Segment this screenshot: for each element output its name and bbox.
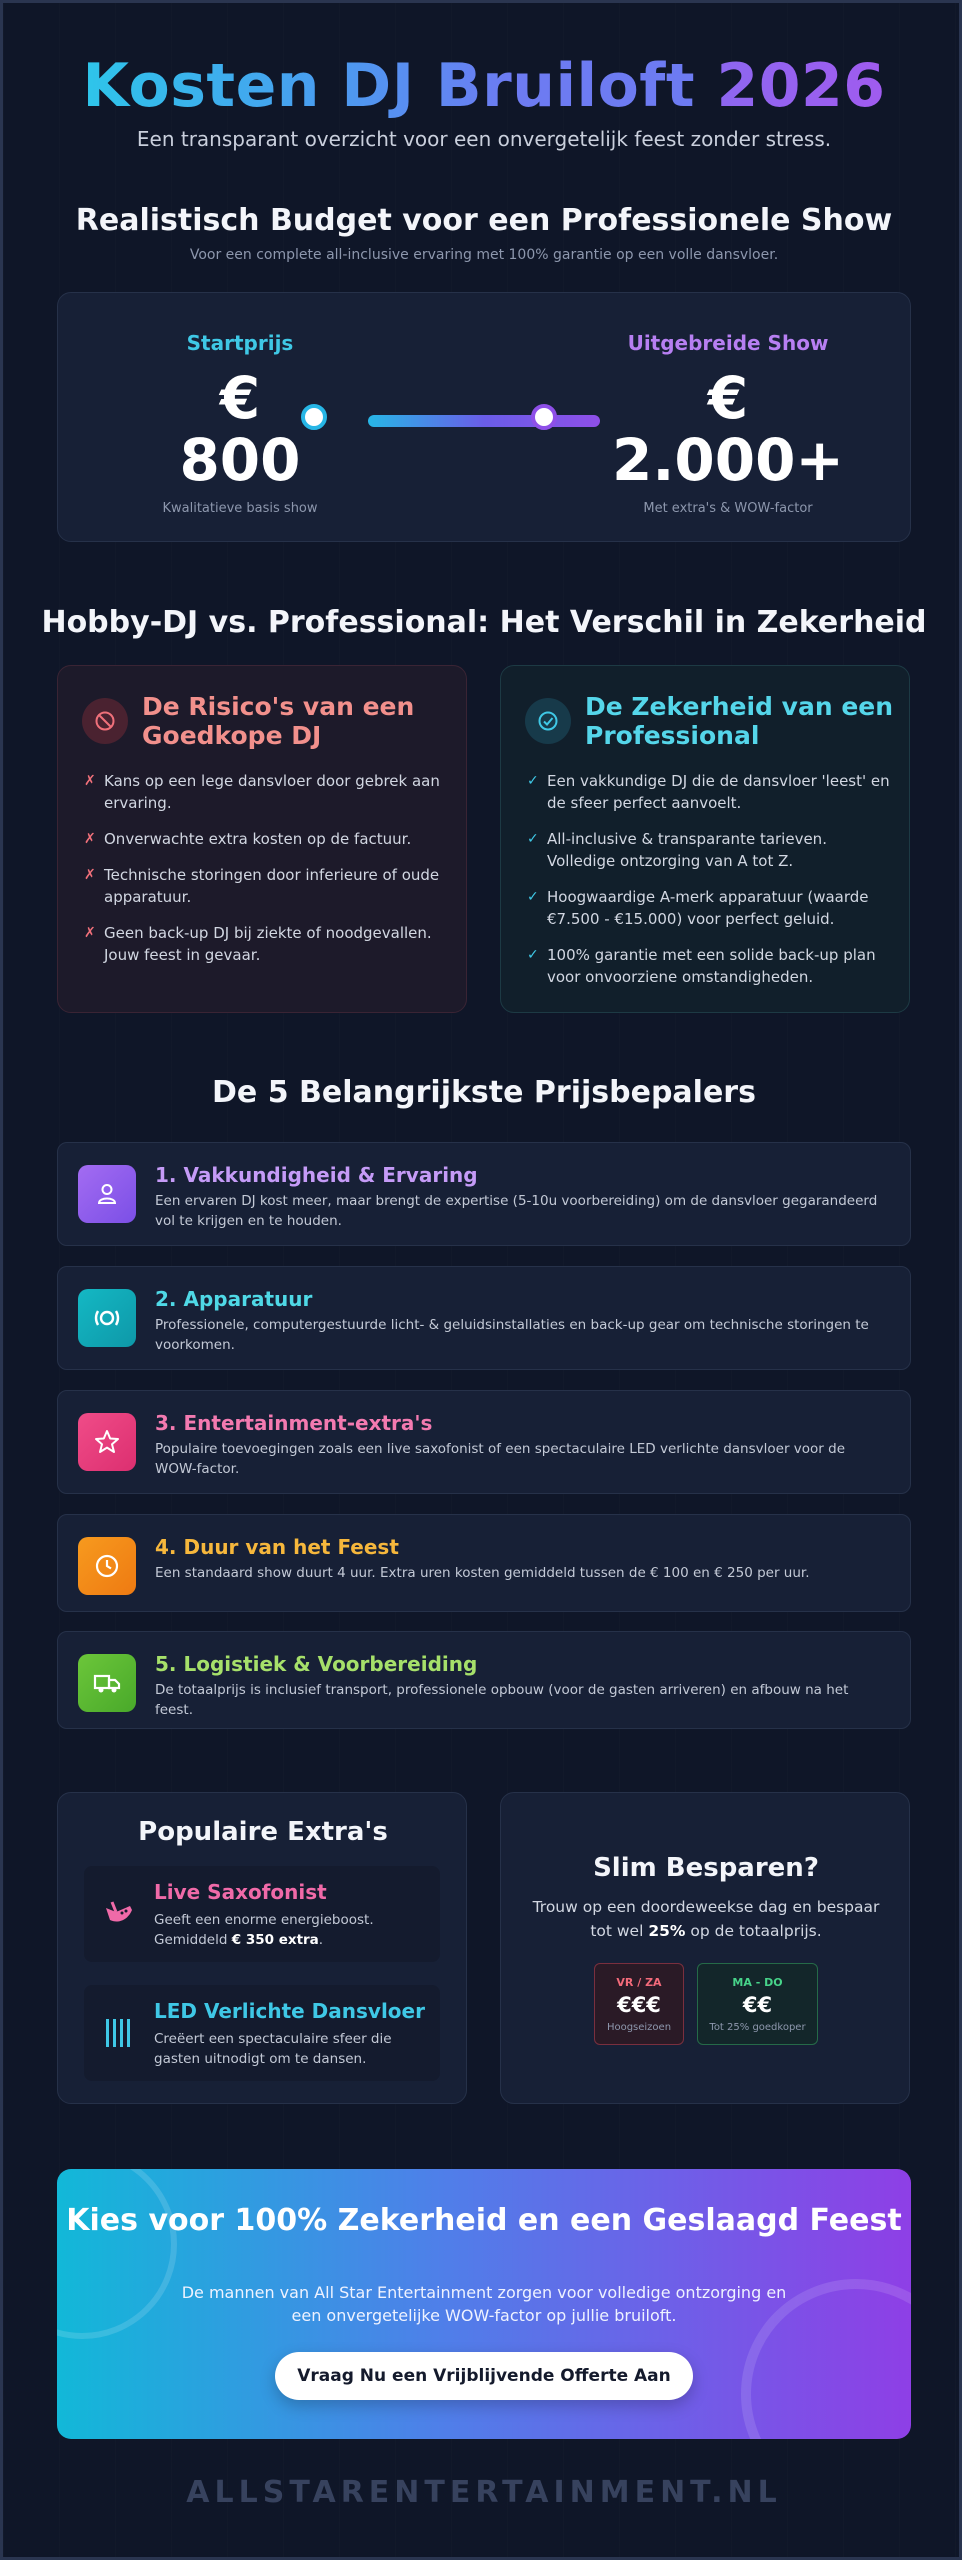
extra-desc-suffix: . (318, 1932, 324, 1948)
cta-title: Kies voor 100% Zekerheid en een Geslaagd Feest (66, 2203, 902, 2238)
saxophone-icon (100, 1894, 140, 1934)
list-item-text: 100% garantie met een solide back-up plan voor onvoorziene omstandigheden. (547, 946, 876, 986)
cross-icon: ✗ (84, 867, 96, 883)
decor-circle (57, 2169, 177, 2339)
factors-heading: De 5 Belangrijkste Prijsbepalers (212, 1075, 756, 1110)
extra-desc-line (154, 1930, 424, 1950)
list-item (527, 828, 897, 872)
budget-subheading: Voor een complete all-inclusive ervaring met 100% garantie op een volle dansvloer. (189, 247, 779, 263)
cross-icon: ✗ (84, 925, 96, 941)
factor-card (57, 1631, 911, 1729)
check-icon: ✓ (527, 889, 539, 905)
cta-banner (57, 2169, 911, 2439)
factor-card (57, 1266, 911, 1370)
factor-card (57, 1514, 911, 1612)
budget-start (110, 331, 370, 516)
star-icon (78, 1413, 136, 1471)
weekday-label: MA - DO (732, 1976, 783, 1989)
factor-desc: Professionele, computergestuurde licht- & geluidsinstallaties en back-up gear om technische storingen te voorkomen. (155, 1317, 869, 1353)
check-icon: ✓ (527, 773, 539, 789)
range-knob-start (301, 404, 327, 430)
start-price (110, 364, 370, 494)
risk-list (84, 770, 454, 980)
budget-extended (598, 331, 858, 516)
factor-desc: Populaire toevoegingen zoals een live saxofonist of een spectaculaire LED verlichte dansvloer voor de WOW-factor. (155, 1441, 846, 1477)
weekday-note: Tot 25% goedkoper (709, 2022, 806, 2033)
cross-icon: ✗ (84, 773, 96, 789)
list-item (527, 944, 897, 988)
savings-text (525, 1895, 887, 1943)
ban-icon (82, 698, 128, 744)
user-icon (78, 1165, 136, 1223)
list-item-text: Geen back-up DJ bij ziekte of noodgevallen. Jouw feest in gevaar. (104, 924, 432, 964)
start-price-amount: 800 (179, 426, 301, 494)
extras-heading: Populaire Extra's (138, 1817, 388, 1847)
page-subtitle: Een transparant overzicht voor een onvergetelijk feest zonder stress. (136, 127, 832, 151)
list-item-text: Hoogwaardige A-merk apparatuur (waarde €7.500 - €15.000) voor perfect geluid. (547, 888, 869, 928)
savings-percent: 25% (648, 1922, 686, 1940)
speaker-icon (78, 1289, 136, 1347)
led-bars-icon (100, 2013, 140, 2053)
extra-desc (154, 1910, 424, 1950)
title-year: 2026 (716, 51, 886, 121)
cta-text: De mannen van All Star Entertainment zorgen voor volledige ontzorging en een onvergetelijke WOW-factor op jullie bruiloft. (181, 2283, 787, 2325)
clock-icon (78, 1537, 136, 1595)
list-item (84, 864, 454, 908)
extras-card (57, 1792, 467, 2104)
list-item-text: All-inclusive & transparante tarieven. Volledige ontzorging van A tot Z. (547, 830, 827, 870)
weekend-label: VR / ZA (616, 1976, 662, 1989)
range-knob-end (531, 404, 557, 430)
extended-note: Met extra's & WOW-factor (643, 501, 813, 516)
cross-icon: ✗ (84, 831, 96, 847)
budget-heading: Realistisch Budget voor een Professionele Show (75, 203, 893, 238)
certainty-title: De Zekerheid van een Professional (585, 692, 894, 750)
risk-card (57, 665, 467, 1013)
list-item (527, 770, 897, 814)
factor-title: 1. Vakkundigheid & Ervaring (155, 1163, 478, 1187)
list-item-text: Onverwachte extra kosten op de factuur. (104, 830, 412, 848)
extra-desc-price: € 350 extra (231, 1932, 319, 1948)
extra-desc-line: Geeft een enorme energieboost. (154, 1912, 374, 1928)
extra-title: Live Saxofonist (154, 1880, 327, 1904)
list-item (84, 828, 454, 850)
list-item (84, 770, 454, 814)
factor-desc: De totaalprijs is inclusief transport, professionele opbouw (voor de gasten arriveren) en afbouw na het feest. (155, 1682, 849, 1718)
page-title (3, 51, 962, 121)
factor-title: 5. Logistiek & Voorbereiding (155, 1652, 478, 1676)
title-main: Kosten DJ Bruiloft (82, 51, 696, 121)
risk-title: De Risico's van een Goedkope DJ (142, 692, 415, 750)
savings-card (500, 1792, 910, 2104)
extra-item-led-floor (84, 1985, 440, 2081)
factor-title: 4. Duur van het Feest (155, 1535, 399, 1559)
list-item (527, 886, 897, 930)
factor-card (57, 1390, 911, 1494)
list-item-text: Een vakkundige DJ die de dansvloer 'leest' en de sfeer perfect aanvoelt. (547, 772, 890, 812)
weekday-symbol: €€ (742, 1993, 773, 2017)
factor-desc: Een ervaren DJ kost meer, maar brengt de expertise (5-10u voorbereiding) om de dansvloer gegarandeerd vol te krijgen en te houden. (155, 1193, 878, 1229)
savings-text-suffix: op de totaalprijs. (685, 1922, 822, 1940)
extended-price-amount: 2.000+ (611, 426, 845, 494)
extended-label: Uitgebreide Show (627, 331, 829, 355)
footer-brand[interactable]: ALLSTARENTERTAINMENT.NL (186, 2475, 782, 2510)
extended-price (598, 364, 858, 494)
factor-card (57, 1142, 911, 1246)
list-item (84, 922, 454, 966)
factor-title: 3. Entertainment-extra's (155, 1411, 433, 1435)
start-price-currency: € (219, 364, 261, 432)
weekend-symbol: €€€ (617, 1993, 661, 2017)
list-item-text: Technische storingen door inferieure of oude apparatuur. (104, 866, 440, 906)
savings-heading: Slim Besparen? (593, 1853, 819, 1883)
price-range-track (368, 415, 600, 427)
check-icon: ✓ (527, 947, 539, 963)
weekend-price-box (594, 1963, 684, 2045)
certainty-card (500, 665, 910, 1013)
budget-card (57, 292, 911, 542)
weekend-note: Hoogseizoen (606, 2022, 672, 2033)
list-item-text: Kans op een lege dansvloer door gebrek aan ervaring. (104, 772, 440, 812)
comparison-heading: Hobby-DJ vs. Professional: Het Verschil in Zekerheid (41, 605, 927, 640)
extra-title: LED Verlichte Dansvloer (154, 1999, 425, 2023)
factor-title: 2. Apparatuur (155, 1287, 313, 1311)
request-quote-button[interactable]: Vraag Nu een Vrijblijvende Offerte Aan (275, 2352, 693, 2400)
savings-text-prefix: Trouw op een doordeweekse dag en bespaar tot wel (532, 1898, 880, 1940)
extra-desc-prefix: Gemiddeld (154, 1932, 232, 1948)
check-circle-icon (525, 698, 571, 744)
truck-icon (78, 1654, 136, 1712)
start-label: Startprijs (186, 331, 294, 355)
weekday-price-box (697, 1963, 818, 2045)
extra-desc: Creëert een spectaculaire sfeer die gasten uitnodigt om te dansen. (154, 2031, 392, 2067)
certainty-list (527, 770, 897, 1002)
check-icon: ✓ (527, 831, 539, 847)
extra-item-saxophone (84, 1866, 440, 1962)
extended-price-currency: € (707, 364, 749, 432)
start-note: Kwalitatieve basis show (162, 501, 318, 516)
factor-desc: Een standaard show duurt 4 uur. Extra uren kosten gemiddeld tussen de € 100 en € 250 per uur. (155, 1565, 810, 1581)
